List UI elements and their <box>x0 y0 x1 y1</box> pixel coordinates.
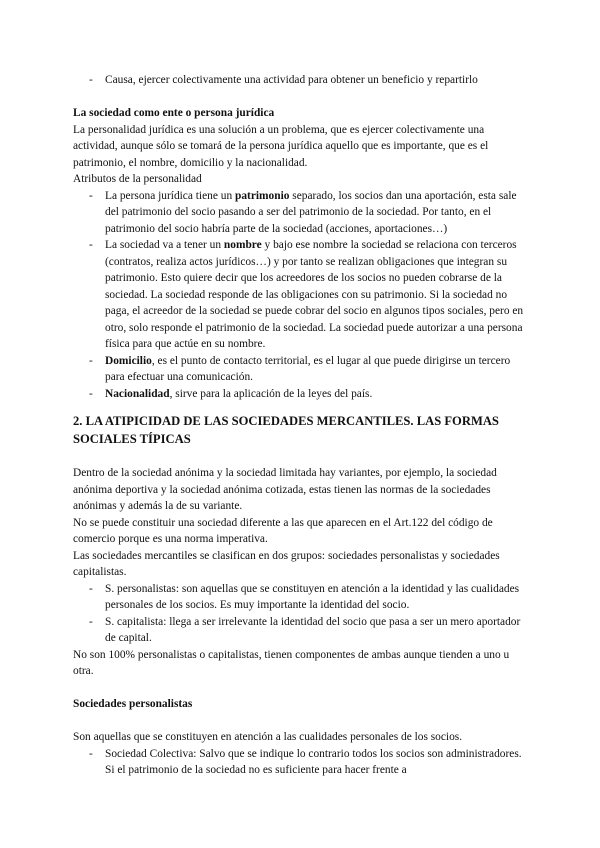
list-item-nacionalidad: - Nacionalidad, sirve para la aplicación de la leyes del país. <box>73 386 528 403</box>
list-item: - Causa, ejercer colectivamente una actividad para obtener un beneficio y repartirlo <box>73 72 528 89</box>
list-item-domicilio: - Domicilio, es el punto de contacto territorial, es el lugar al que puede dirigirse un tercero para efectuar una comunicación. <box>73 353 528 386</box>
paragraph: Las sociedades mercantiles se clasifican en dos grupos: sociedades personalistas y sociedades capitalistas. <box>73 549 500 578</box>
list-item-nombre: - La sociedad va a tener un nombre y bajo ese nombre la sociedad se relaciona con terceros (contratos, realiza actos jurídicos…) y por tanto se realizan obligaciones que integran su patrimonio. Esto quiere decir que los acreedores de los socios no pueden cobrarse de la sociedad. La sociedad responde de las obligaciones con su patrimonio. Si la sociedad no paga, el acreedor de la sociedad se puede cobrar del socio en algunos tipos sociales, pero en otro, solo responde el patrimonio de la sociedad. La sociedad puede autorizar a una persona física para que actúe en su nombre. <box>73 237 528 353</box>
paragraph: No se puede constituir una sociedad diferente a las que aparecen en el Art.122 del código de comercio porque es una norma imperativa. <box>73 516 493 545</box>
document-page <box>73 72 528 779</box>
section-heading-personalistas: Sociedades personalistas <box>73 698 193 710</box>
paragraph: Dentro de la sociedad anónima y la sociedad limitada hay variantes, por ejemplo, la sociedad anónima deportiva y la sociedad anónima cotizada, estas tienen las normas de la sociedades anónimas y además la de su variante. <box>73 467 497 512</box>
list-item: - Sociedad Colectiva: Salvo que se indique lo contrario todos los socios son administradores. Si el patrimonio de la sociedad no es suficiente para hacer frente a <box>73 746 528 779</box>
paragraph: La personalidad jurídica es una solución a un problema, que es ejercer colectivamente una actividad, aunque sólo se tomará de la persona jurídica aquello que es importante, que es el patrimonio, el nombre, domicilio y la nacionalidad. <box>73 123 489 169</box>
section-heading-atipicidad: 2. LA ATIPICIDAD DE LAS SOCIEDADES MERCANTILES. LAS FORMAS SOCIALES TÍPICAS <box>73 414 499 446</box>
list-item: - S. capitalista: llega a ser irrelevante la identidad del socio que pasa a ser un mero aportador de capital. <box>73 614 528 647</box>
section-heading-persona-juridica: La sociedad como ente o persona jurídica <box>73 107 275 119</box>
paragraph: No son 100% personalistas o capitalistas, tienen componentes de ambas aunque tienden a uno u otra. <box>73 648 510 677</box>
intro-list <box>73 72 528 89</box>
list-item: - S. personalistas: son aquellas que se constituyen en atención a la identidad y las cualidades personales de los socios. Es muy importante la identidad del socio. <box>73 581 528 614</box>
personalistas-list <box>73 746 528 779</box>
attributes-list <box>73 188 528 403</box>
list-item-patrimonio: - La persona jurídica tiene un patrimonio separado, los socios dan una aportación, esta sale del patrimonio del socio pasando a ser del patrimonio de la sociedad. Por tanto, en el patrimonio del socio habría parte de la sociedad (acciones, aportaciones…) <box>73 188 528 238</box>
paragraph: Son aquellas que se constituyen en atención a las cualidades personales de los socios. <box>73 731 463 743</box>
attributes-label: Atributos de la personalidad <box>73 173 202 185</box>
classification-list <box>73 581 528 647</box>
